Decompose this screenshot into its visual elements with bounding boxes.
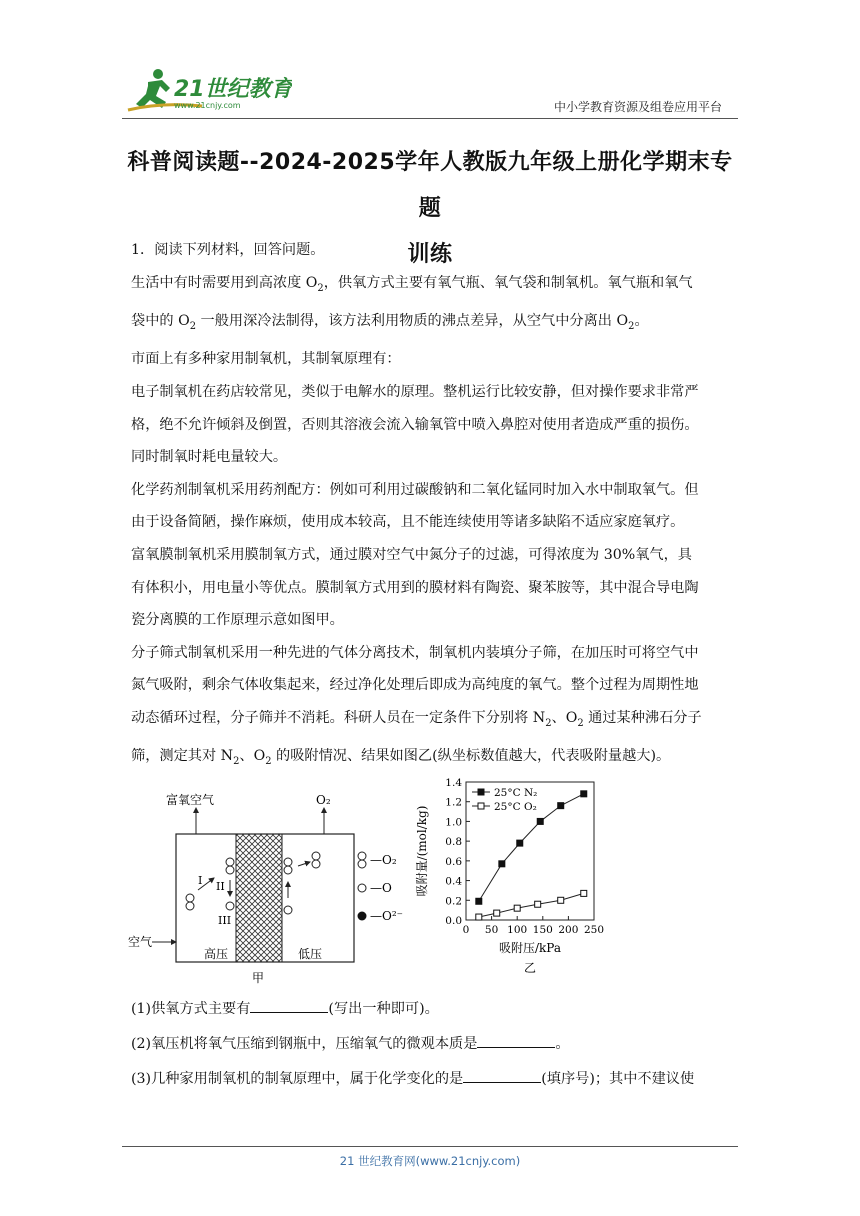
footer-divider [122, 1146, 738, 1147]
data-point [476, 898, 482, 904]
roman-2: II [216, 880, 225, 893]
label-low-pressure: 低压 [298, 947, 323, 961]
y-tick-label: 0.4 [445, 875, 462, 888]
o-atom [226, 858, 234, 866]
questions [131, 992, 743, 1097]
label-air: 空气 [128, 935, 153, 949]
answer-blank[interactable] [250, 998, 328, 1013]
o-atom [312, 852, 320, 860]
label-o2-out: O₂ [316, 793, 331, 807]
x-tick-label: 250 [583, 924, 605, 936]
o-atom [186, 894, 194, 902]
data-point [581, 890, 587, 896]
o-atom [226, 866, 234, 874]
adsorption-chart [445, 777, 604, 936]
o-atom [226, 902, 234, 910]
site-logo [122, 62, 292, 120]
legend-marker [478, 789, 484, 795]
paragraph: 氮气吸附，剩余气体收集起来，经过净化处理后即成为高纯度的氧气。整个过程为周期性地 [131, 677, 699, 694]
paragraph: 有体积小，用电量小等优点。膜制氧方式用到的膜材料有陶瓷、聚苯胺等，其中混合导电陶 [131, 579, 699, 596]
paragraph: 瓷分离膜的工作原理示意如图甲。 [131, 612, 344, 629]
paragraph: 化学药剂制氧机采用药剂配方：例如可利用过碳酸钠和二氧化锰同时加入水中制取氧气。但 [131, 481, 699, 498]
caption-yi: 乙 [523, 961, 537, 975]
legend-marker [478, 803, 484, 809]
reading-material [131, 234, 743, 779]
legend-o2minus-icon [358, 912, 367, 921]
step-arrow [298, 862, 310, 866]
data-point [499, 861, 505, 867]
paragraph: 生活中有时需要用到高浓度 $O_2$，供氧方式主要有氧气瓶、氧气袋和制氧机。氧气瓶和氧气 [131, 274, 693, 294]
paragraph: 由于设备简陋，操作麻烦，使用成本较高，且不能连续使用等诸多缺陷不适应家庭氧疗。 [131, 514, 685, 531]
paragraph: 富氧膜制氧机采用膜制氧方式，通过膜对空气中氮分子的过滤，可得浓度为 30%氧气，具 [131, 547, 692, 563]
legend-o-label: —O [370, 881, 392, 895]
header-divider [122, 118, 738, 119]
legend-label: 25°C O₂ [494, 801, 537, 813]
data-point [581, 791, 587, 797]
data-point [476, 914, 482, 920]
header-tagline: 中小学教育资源及组卷应用平台 [553, 100, 722, 114]
chart-xlabel: 吸附压/kPa [498, 941, 562, 955]
paragraph: 市面上有多种家用制氧机，其制氧原理有： [131, 351, 401, 368]
x-tick-label: 0 [462, 924, 470, 936]
caption-jia: 甲 [252, 971, 265, 985]
roman-3: III [218, 914, 232, 927]
legend-o-icon [358, 884, 366, 892]
data-point [535, 901, 541, 907]
question-1: (1)供氧方式主要有 (写出一种即可)。 [131, 992, 743, 1027]
x-tick-label: 200 [558, 924, 579, 936]
paragraph: 动态循环过程，分子筛并不消耗。科研人员在一定条件下分别将 $N_2$、$O_2$ 通过某种沸石分子 [131, 709, 702, 729]
data-point [558, 803, 564, 809]
membrane [236, 834, 282, 962]
o-atom [186, 902, 194, 910]
data-point [517, 840, 523, 846]
y-tick-label: 0.6 [445, 855, 462, 868]
o-atom [312, 860, 320, 868]
question-3: (3)几种家用制氧机的制氧原理中，属于化学变化的是 (填序号)；其中不建议使 [131, 1062, 743, 1097]
o-atom [284, 858, 292, 866]
paragraph: 电子制氧机在药店较常见，类似于电解水的原理。整机运行比较安静，但对操作要求非常严 [131, 384, 699, 401]
legend-o2-icon [358, 860, 366, 868]
chart-ylabel: 吸附量/(mol/kg) [415, 805, 429, 897]
paragraph: 筛，测定其对 $N_2$、$O_2$ 的吸附情况、结果如图乙(纵坐标数值越大，代表吸附量越大)。 [131, 748, 671, 768]
y-tick-label: 1.2 [445, 796, 462, 809]
o-atom [284, 866, 292, 874]
legend-label: 25°C N₂ [494, 787, 538, 799]
legend-o2-label: —O₂ [370, 853, 397, 867]
title-line-2: 训练 [407, 242, 453, 267]
label-enriched-air: 富氧空气 [166, 793, 215, 807]
logo-sub: www.21cnjy.com [174, 101, 241, 110]
y-tick-label: 0.0 [445, 915, 462, 927]
membrane-diagram [128, 792, 403, 985]
y-tick-label: 1.0 [445, 816, 462, 829]
data-point [514, 905, 520, 911]
o-atom [284, 906, 292, 914]
question-number: 1．阅读下列材料，回答问题。 [131, 242, 325, 258]
footer-text[interactable]: 21 世纪教育网(www.21cnjy.com) [339, 1154, 521, 1168]
paragraph: 分子筛式制氧机采用一种先进的气体分离技术，制氧机内装填分子筛，在加压时可将空气中 [131, 644, 699, 661]
paragraph: 格，绝不允许倾斜及倒置，否则其溶液会流入输氧管中喷入鼻腔对使用者造成严重的损伤。 [131, 416, 699, 433]
y-tick-label: 1.4 [445, 777, 462, 789]
y-tick-label: 0.8 [445, 836, 462, 849]
paragraph: 袋中的 $O_2$ 一般用深冷法制得，该方法利用物质的沸点差异，从空气中分离出 $O_2$。 [131, 313, 649, 332]
logo-text: 21世纪教育 [174, 77, 292, 102]
answer-blank[interactable] [463, 1068, 541, 1083]
paragraph: 同时制氧时耗电量较大。 [131, 449, 288, 466]
title-line-1: 科普阅读题--2024-2025学年人教版九年级上册化学期末专题 [127, 150, 733, 221]
data-point [494, 910, 500, 916]
data-point [537, 818, 543, 824]
x-tick-label: 100 [507, 924, 528, 936]
x-tick-label: 150 [532, 924, 553, 936]
answer-blank[interactable] [477, 1033, 555, 1048]
question-2: (2)氧压机将氧气压缩到钢瓶中，压缩氧气的微观本质是 。 [131, 1027, 743, 1062]
legend-o2-icon [358, 852, 366, 860]
x-tick-label: 50 [484, 924, 499, 936]
data-point [558, 897, 564, 903]
legend-o2minus-label: —O²⁻ [370, 909, 403, 923]
y-tick-label: 0.2 [445, 895, 462, 908]
figure-area [126, 772, 646, 992]
roman-1: I [198, 874, 203, 887]
label-high-pressure: 高压 [204, 947, 229, 961]
